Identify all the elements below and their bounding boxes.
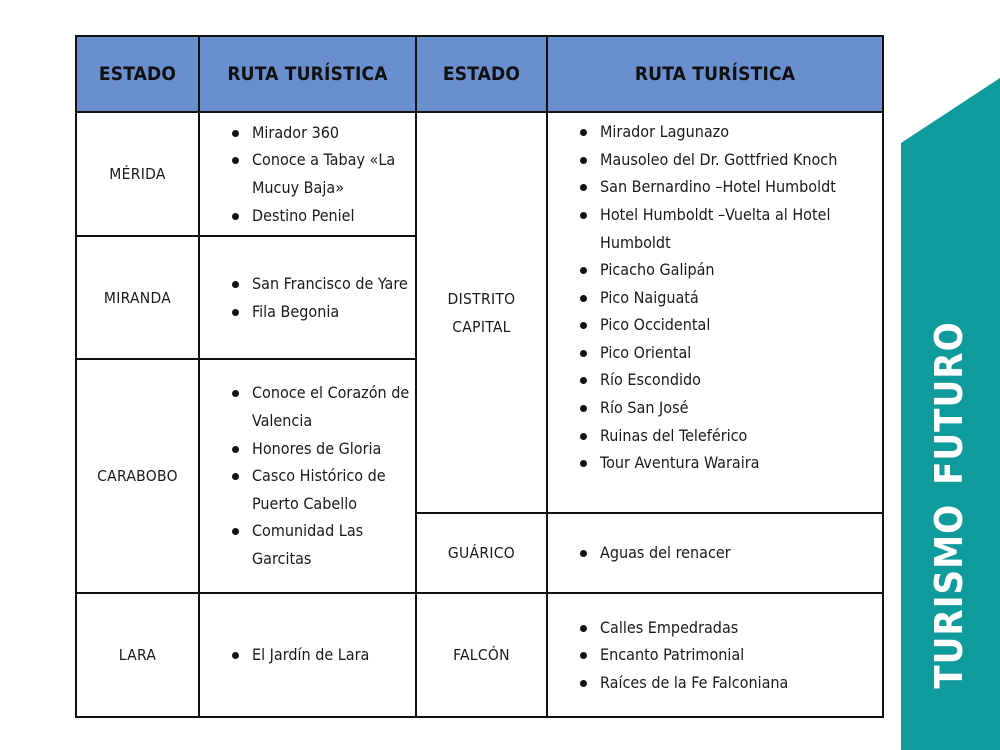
state-cell	[76, 236, 199, 359]
side-title: TURISMO FUTURO	[927, 321, 971, 689]
state-name: MÉRIDA	[109, 165, 166, 183]
list-item: Ruinas del Teleférico	[600, 422, 882, 450]
routes-cell	[199, 236, 416, 359]
list-item: Honores de Gloria	[252, 435, 415, 463]
list-item: Comunidad Las Garcitas	[252, 517, 415, 572]
state-name: CARABOBO	[97, 467, 178, 485]
state-cell	[416, 593, 547, 717]
state-name: FALCÓN	[453, 646, 510, 664]
list-item: Aguas del renacer	[600, 539, 882, 567]
list-item: Pico Naiguatá	[600, 284, 882, 312]
header-estado-1: ESTADO	[76, 36, 199, 112]
list-item: Conoce a Tabay «La Mucuy Baja»	[252, 146, 415, 201]
table-row	[76, 593, 883, 717]
list-item: San Francisco de Yare	[252, 270, 415, 298]
header-row	[76, 36, 883, 112]
state-cell	[76, 112, 199, 236]
routes-cell	[199, 112, 416, 236]
list-item: Río San José	[600, 394, 882, 422]
route-list	[200, 379, 415, 572]
list-item: Mirador Lagunazo	[600, 118, 882, 146]
route-list	[200, 119, 415, 229]
list-item: Conoce el Corazón de Valencia	[252, 379, 415, 434]
list-item: Pico Oriental	[600, 339, 882, 367]
tourist-routes-table	[75, 35, 884, 718]
routes-cell	[547, 593, 883, 717]
header-estado-2: ESTADO	[416, 36, 547, 112]
route-list	[548, 118, 882, 477]
list-item: Casco Histórico de Puerto Cabello	[252, 462, 415, 517]
list-item: Río Escondido	[600, 366, 882, 394]
list-item: Tour Aventura Waraira	[600, 449, 882, 477]
list-item: Encanto Patrimonial	[600, 641, 882, 669]
list-item: Hotel Humboldt –Vuelta al Hotel Humboldt	[600, 201, 882, 256]
state-cell	[76, 359, 199, 593]
table-row	[76, 112, 883, 236]
list-item: Mirador 360	[252, 119, 415, 147]
list-item: Fila Begonia	[252, 298, 415, 326]
state-cell	[416, 112, 547, 513]
routes-cell	[547, 513, 883, 593]
state-name-line: CAPITAL	[452, 317, 511, 336]
state-name: GUÁRICO	[447, 544, 516, 562]
state-name-line: DISTRITO	[447, 289, 516, 308]
route-list	[200, 641, 415, 669]
routes-cell	[199, 593, 416, 717]
list-item: Destino Peniel	[252, 202, 415, 230]
state-cell	[416, 513, 547, 593]
list-item: San Bernardino –Hotel Humboldt	[600, 173, 882, 201]
list-item: Calles Empedradas	[600, 614, 882, 642]
list-item: Raíces de la Fe Falconiana	[600, 669, 882, 697]
header-ruta-1: RUTA TURÍSTICA	[199, 36, 416, 112]
state-name: MIRANDA	[103, 288, 172, 307]
route-list	[548, 539, 882, 567]
list-item: Pico Occidental	[600, 311, 882, 339]
list-item: Picacho Galipán	[600, 256, 882, 284]
routes-cell	[547, 112, 883, 513]
route-list	[548, 614, 882, 697]
state-cell	[76, 593, 199, 717]
list-item: El Jardín de Lara	[252, 641, 415, 669]
list-item: Mausoleo del Dr. Gottfried Knoch	[600, 146, 882, 174]
state-name: LARA	[118, 646, 157, 664]
routes-cell	[199, 359, 416, 593]
route-list	[200, 270, 415, 325]
header-ruta-2: RUTA TURÍSTICA	[547, 36, 883, 112]
